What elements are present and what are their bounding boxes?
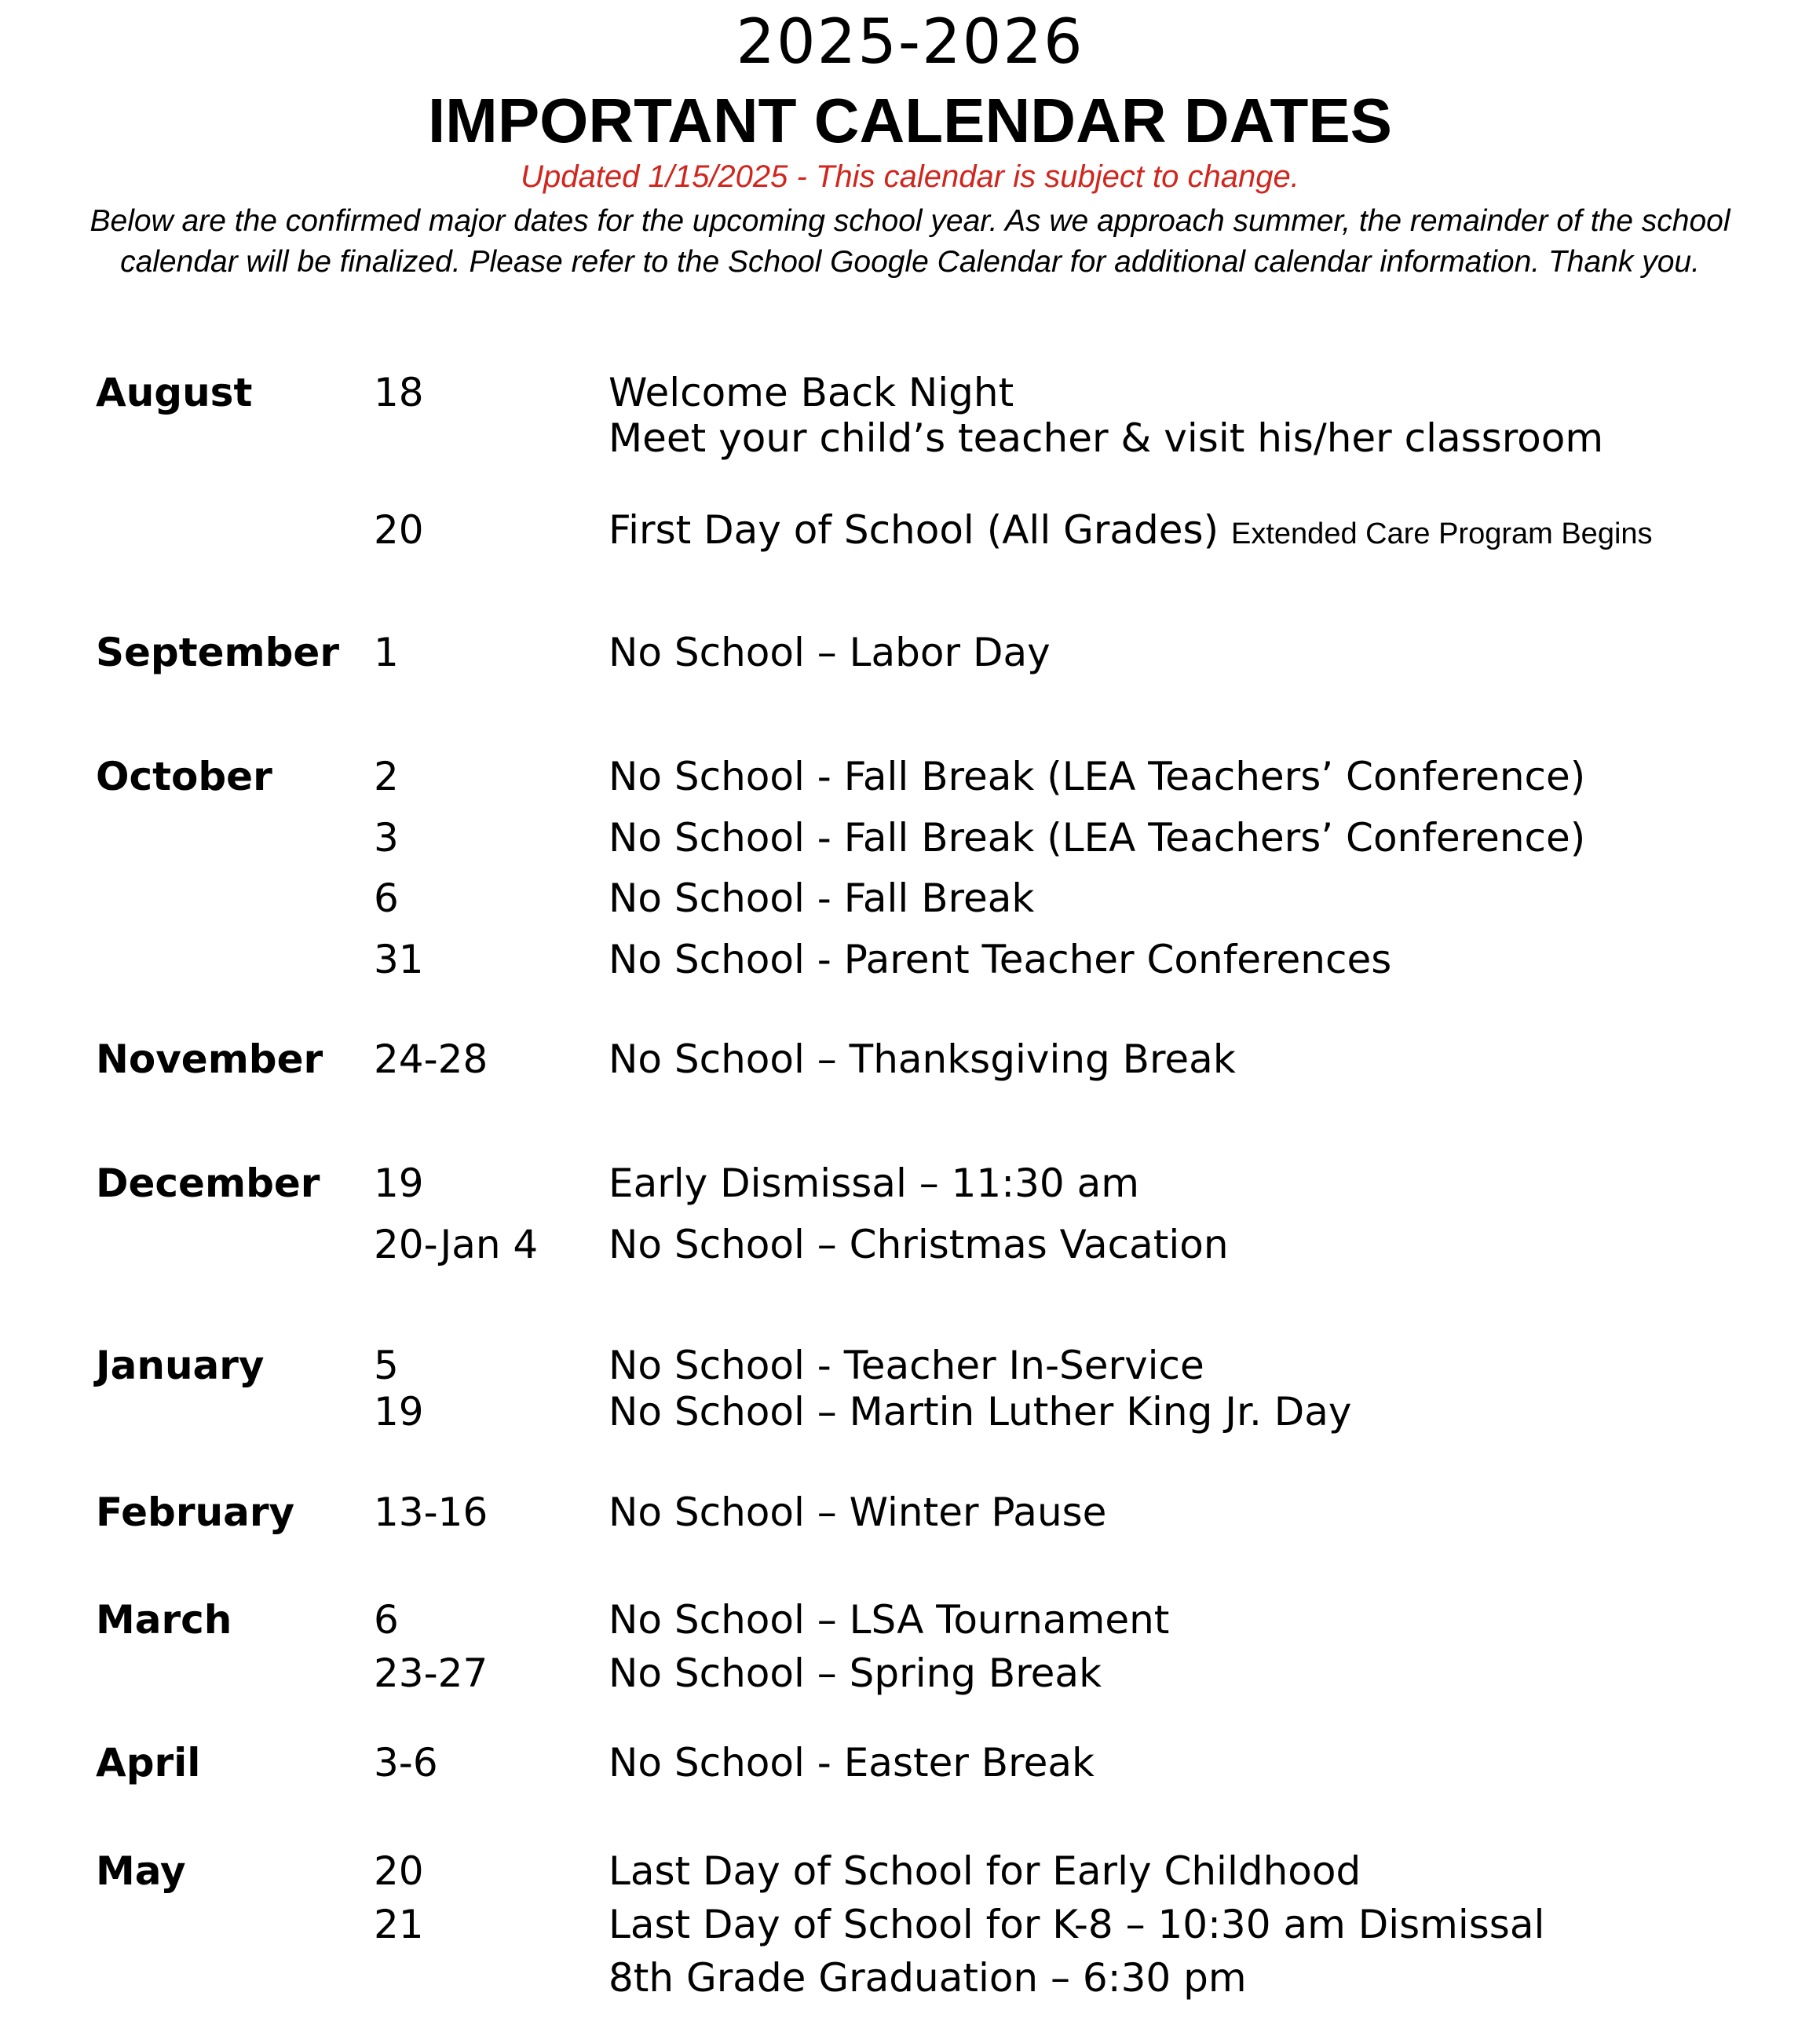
intro-paragraph — [24, 201, 1796, 283]
calendar-row — [0, 415, 1820, 462]
event-text: No School – Martin Luther King Jr. Day — [608, 1389, 1352, 1435]
event-text: No School - Fall Break (LEA Teachers’ Conference) — [608, 754, 1586, 799]
date-cell: 24-28 — [374, 1036, 488, 1082]
page-title: IMPORTANT CALENDAR DATES — [427, 86, 1393, 155]
event-text: No School - Teacher In-Service — [608, 1343, 1204, 1388]
event-text: Last Day of School for K-8 – 10:30 am Dismissal — [608, 1902, 1545, 1947]
date-cell: 13-16 — [374, 1490, 488, 1535]
calendar-row — [0, 753, 1820, 800]
calendar-row — [0, 1954, 1820, 2001]
date-cell: 21 — [374, 1902, 424, 1947]
event-text: No School - Parent Teacher Conferences — [608, 937, 1392, 982]
month-label: May — [96, 1848, 186, 1894]
updated-notice: Updated 1/15/2025 - This calendar is subject to change. — [521, 159, 1299, 194]
event-text: No School – Spring Break — [608, 1650, 1102, 1696]
month-label: August — [96, 370, 253, 415]
event-note: Extended Care Program Begins — [1231, 517, 1653, 550]
event-text — [608, 506, 1653, 557]
date-cell: 1 — [374, 630, 399, 675]
event-text: No School - Easter Break — [608, 1740, 1095, 1786]
intro-line: Below are the confirmed major dates for the upcoming school year. As we approach summer, the remainder of the school — [90, 204, 1730, 238]
date-cell: 20 — [374, 1848, 424, 1894]
calendar-row — [0, 1739, 1820, 1786]
calendar-row — [0, 1596, 1820, 1643]
calendar-row — [0, 1160, 1820, 1207]
month-label: March — [96, 1597, 232, 1643]
calendar-row — [0, 629, 1820, 676]
date-cell: 6 — [374, 875, 399, 921]
month-label: September — [96, 630, 339, 675]
date-cell: 3 — [374, 815, 399, 861]
calendar-row — [0, 1388, 1820, 1435]
date-cell: 20 — [374, 507, 424, 553]
event-text: No School – Winter Pause — [608, 1490, 1107, 1535]
date-cell: 20-Jan 4 — [374, 1222, 539, 1267]
calendar-row — [0, 936, 1820, 983]
calendar-row — [0, 1221, 1820, 1268]
intro-line: calendar will be finalized. Please refer to the School Google Calendar for additional calendar information. Thank you. — [120, 245, 1700, 279]
date-cell: 23-27 — [374, 1650, 488, 1696]
calendar-row — [0, 1650, 1820, 1697]
event-text: 8th Grade Graduation – 6:30 pm — [608, 1955, 1247, 2001]
event-main: First Day of School (All Grades) — [608, 507, 1219, 553]
calendar-row — [0, 1848, 1820, 1895]
calendar-row — [0, 1342, 1820, 1389]
date-cell: 5 — [374, 1343, 399, 1388]
month-label: April — [96, 1740, 201, 1786]
date-cell: 31 — [374, 937, 424, 982]
event-text: No School – Labor Day — [608, 630, 1051, 675]
month-label: November — [96, 1036, 323, 1082]
event-text: Meet your child’s teacher & visit his/her classroom — [608, 415, 1604, 461]
date-cell: 18 — [374, 370, 424, 415]
calendar-row — [0, 369, 1820, 416]
school-year: 2025-2026 — [736, 7, 1084, 78]
event-text: No School – LSA Tournament — [608, 1597, 1170, 1643]
date-cell: 3-6 — [374, 1740, 438, 1786]
calendar-row — [0, 1036, 1820, 1083]
calendar-row — [0, 1901, 1820, 1948]
event-text: No School - Fall Break — [608, 875, 1035, 921]
calendar-row — [0, 1489, 1820, 1536]
event-text: No School – Christmas Vacation — [608, 1222, 1229, 1267]
date-cell: 19 — [374, 1389, 424, 1435]
event-text: No School - Fall Break (LEA Teachers’ Conference) — [608, 815, 1586, 861]
calendar-row — [0, 814, 1820, 861]
month-label: October — [96, 754, 272, 799]
month-label: December — [96, 1161, 320, 1206]
calendar-row — [0, 875, 1820, 922]
event-text: Last Day of School for Early Childhood — [608, 1848, 1361, 1894]
date-cell: 6 — [374, 1597, 399, 1643]
month-label: January — [96, 1343, 265, 1388]
event-text: No School – Thanksgiving Break — [608, 1036, 1236, 1082]
month-label: February — [96, 1490, 295, 1535]
date-cell: 2 — [374, 754, 399, 799]
date-cell: 19 — [374, 1161, 424, 1206]
event-text: Welcome Back Night — [608, 370, 1014, 415]
event-text: Early Dismissal – 11:30 am — [608, 1161, 1139, 1206]
calendar-row — [0, 506, 1820, 554]
